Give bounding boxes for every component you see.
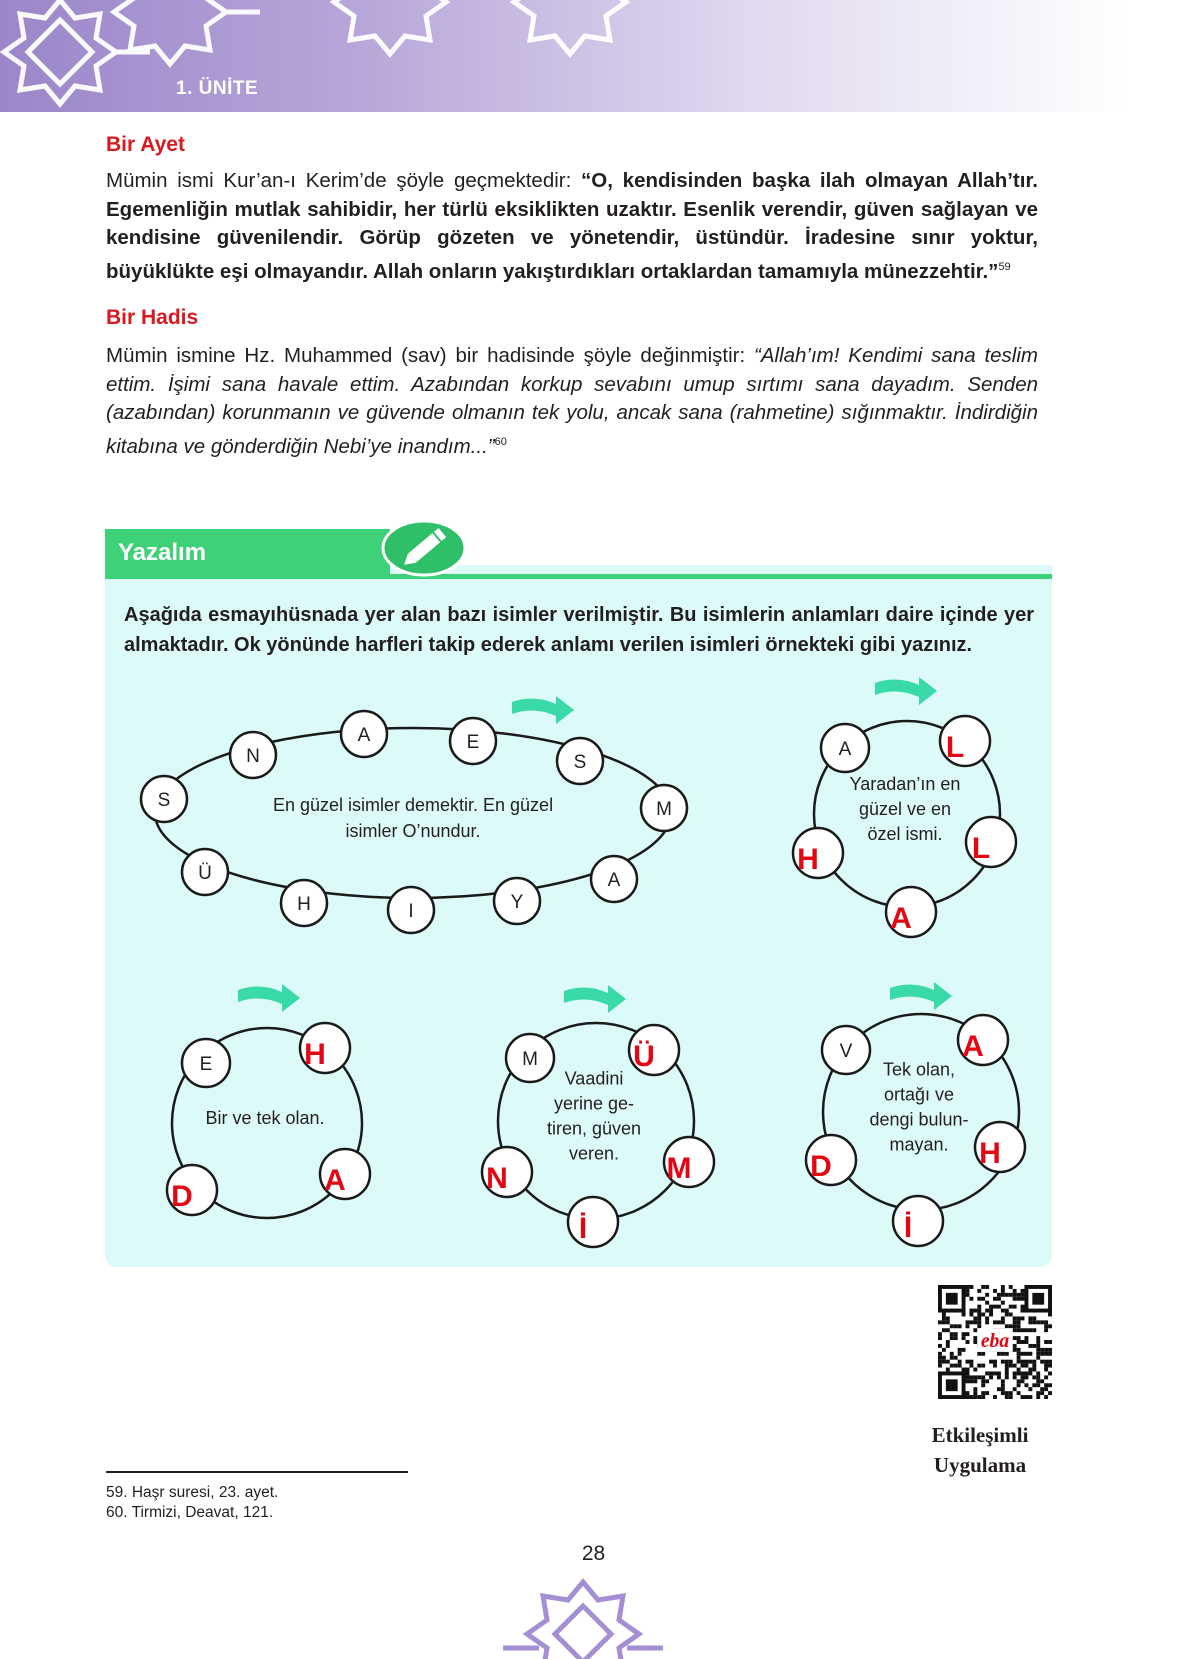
- puzzle-3-given-node: [822, 1026, 870, 1074]
- puzzle-2-answer-node-2: [568, 1197, 618, 1247]
- puzzle-1-arrow-icon: [238, 984, 300, 1012]
- puzzle-3-answer-node-1: [975, 1122, 1025, 1172]
- puzzle-2-answer-node-1: [664, 1137, 714, 1187]
- example-letter-node-4-letter: Y: [510, 892, 524, 913]
- puzzle-2-meaning-line-2: tiren, güven: [546, 1118, 642, 1139]
- example-letter-node-4: [494, 878, 540, 924]
- puzzle-0-answer-node-2-letter: A: [890, 902, 912, 935]
- example-letter-node-6: [281, 880, 327, 926]
- caption-line-2: Uygulama: [933, 1453, 1027, 1477]
- puzzle-1-answer-node-0-letter: H: [304, 1038, 326, 1071]
- example-letter-node-6-letter: H: [297, 894, 311, 915]
- puzzle-0-given-node-letter: A: [838, 739, 852, 760]
- example-letter-node-0-letter: E: [466, 732, 480, 753]
- puzzle-2-meaning-line-0: Vaadini: [564, 1068, 624, 1089]
- ayet-intro: Mümin ismi Kur’an-ı Kerim’de şöyle geçmektedir:: [106, 169, 582, 192]
- puzzle-3-answer-node-0-letter: A: [962, 1030, 984, 1063]
- page-number: 28: [581, 1542, 606, 1565]
- puzzle-2-answer-node-3-letter: N: [486, 1162, 508, 1195]
- bottom-star-ornament: [499, 1578, 667, 1659]
- puzzle-0-answer-node-3: [793, 828, 843, 878]
- puzzle-2-given-node: [506, 1034, 554, 1082]
- example-letter-node-5-letter: I: [408, 901, 414, 922]
- example-meaning-line-1: isimler O’nundur.: [345, 821, 481, 841]
- yazalim-title: Yazalım: [118, 539, 207, 566]
- puzzle-2-answer-node-0: [629, 1025, 679, 1075]
- puzzle-3-answer-node-2: [893, 1196, 943, 1246]
- hadis-footnote-ref: 60: [494, 435, 507, 448]
- footnote-59: 59. Haşr suresi, 23. ayet.: [106, 1484, 279, 1501]
- puzzle-0-answer-node-2: [886, 887, 936, 937]
- puzzle-0-answer-node-1: [966, 817, 1016, 867]
- puzzle-0-answer-node-3-letter: H: [797, 843, 819, 876]
- puzzle-3-answer-node-1-letter: H: [979, 1137, 1001, 1170]
- example-letter-node-10-letter: A: [357, 725, 371, 746]
- puzzle-0-answer-node-0: [940, 716, 990, 766]
- example-letter-node-10: [341, 711, 387, 757]
- puzzle-3-answer-node-3: [806, 1135, 856, 1185]
- caption-line-1: Etkileşimli: [931, 1423, 1029, 1447]
- puzzle-0-meaning-line-1: güzel ve en: [858, 799, 952, 819]
- puzzle-0-arrow-icon: [875, 677, 937, 705]
- puzzle-2-given-node-letter: M: [522, 1049, 538, 1070]
- puzzle-1-answer-node-2-letter: D: [171, 1180, 193, 1213]
- hadis-title: Bir Hadis: [106, 306, 199, 329]
- example-letter-node-2: [641, 785, 687, 831]
- example-letter-node-3: [591, 856, 637, 902]
- puzzle-2-answer-node-1-letter: M: [666, 1152, 692, 1185]
- puzzle-3-answer-node-2-letter: İ: [903, 1211, 913, 1244]
- example-letter-node-0: [450, 718, 496, 764]
- hadis-intro: Mümin ismine Hz. Muhammed (sav) bir hadisinde şöyle değinmiştir:: [106, 344, 755, 367]
- puzzle-3-arrow-icon: [890, 982, 952, 1010]
- example-arrow-icon: [512, 696, 574, 724]
- ayet-quote: “O, kendisinden başka ilah olmayan Allah’tır. Egemenliğin mutlak sahibidir, her türlü eksiklikten uzaktır. Esenlik verendir, güven sağlayan ve kendisine güvenilendir. Görüp gözeten ve yönetendir, üstündür. İradesine sınır yoktur, büyüklükte eşi olmayandır. Allah onların yakıştırdıkları ortaklardan tamamıyla münezzehtir.”: [106, 169, 1038, 283]
- yazalim-instructions: Aşağıda esmayıhüsnada yer alan bazı isimler verilmiştir. Bu isimlerin anlamları daire içinde yer almaktadır. Ok yönünde harfleri takip ederek anlamı verilen isimleri örnekteki gibi yazınız.: [124, 604, 1034, 656]
- example-letter-node-7: [182, 849, 228, 895]
- example-letter-node-9-letter: N: [246, 746, 260, 767]
- puzzle-1-given-node: [182, 1039, 230, 1087]
- ayet-title: Bir Ayet: [106, 133, 185, 156]
- interactive-app-caption: [900, 1420, 1060, 1480]
- example-letter-node-8-letter: S: [157, 790, 171, 811]
- qr-code[interactable]: [938, 1285, 1052, 1399]
- example-letter-node-1: [557, 738, 603, 784]
- puzzle-3-answer-node-3-letter: D: [810, 1150, 832, 1183]
- puzzle-0-meaning-line-0: Yaradan’ın en: [849, 774, 961, 794]
- hadis-quote: “Allah’ım! Kendimi sana teslim ettim. İşimi sana havale ettim. Azabından korkup sevabını umup sırtımı sana dayadım. Senden (azabından) korunmanın ve güvende olmanın tek yolu, ancak sana (rahmetine) sığınmaktır. İndirdiğin kitabına ve gönderdiğin Nebi’ye inandım...”: [106, 344, 1038, 458]
- puzzle-1-meaning-line-0: Bir ve tek olan.: [205, 1108, 325, 1128]
- example-letter-node-9: [230, 732, 276, 778]
- puzzle-3-meaning-line-0: Tek olan,: [882, 1059, 956, 1080]
- puzzle-2-meaning-line-3: veren.: [568, 1143, 620, 1164]
- puzzle-3-meaning-line-1: ortağı ve: [883, 1084, 955, 1105]
- puzzle-1-answer-node-2: [167, 1165, 217, 1215]
- example-letter-node-5: [388, 887, 434, 933]
- example-meaning-line-0: En güzel isimler demektir. En güzel: [272, 795, 554, 815]
- puzzle-2-answer-node-3: [482, 1147, 532, 1197]
- puzzle-2-answer-node-2-circle: [568, 1197, 618, 1247]
- puzzle-1-answer-node-1: [320, 1149, 370, 1199]
- footnote-60: 60. Tirmizi, Deavat, 121.: [106, 1504, 274, 1521]
- example-letter-node-3-letter: A: [607, 870, 621, 891]
- puzzle-2-meaning-line-1: yerine ge-: [553, 1093, 635, 1114]
- puzzle-0-given-node: [821, 724, 869, 772]
- puzzle-3-given-node-letter: V: [839, 1041, 853, 1062]
- example-letter-node-1-letter: S: [573, 752, 587, 773]
- puzzle-0-answer-node-0-letter: L: [945, 731, 965, 764]
- example-letter-node-8: [141, 776, 187, 822]
- example-letter-node-2-letter: M: [656, 799, 672, 820]
- puzzle-2-arrow-icon: [564, 985, 626, 1013]
- puzzle-2-answer-node-2-letter: İ: [578, 1212, 588, 1245]
- puzzle-3-meaning-line-2: dengi bulun-: [869, 1109, 969, 1130]
- footnote-divider: [106, 1471, 408, 1473]
- puzzle-2-answer-node-0-letter: Ü: [633, 1040, 655, 1073]
- example-letter-node-7-letter: Ü: [198, 863, 212, 884]
- ayet-footnote-ref: 59: [998, 260, 1011, 273]
- puzzle-0-meaning-line-2: özel ismi.: [867, 824, 943, 844]
- puzzle-3-meaning-line-3: mayan.: [889, 1134, 949, 1155]
- puzzle-0-answer-node-1-letter: L: [971, 832, 991, 865]
- unit-title: 1. ÜNİTE: [176, 78, 259, 99]
- puzzle-1-answer-node-1-letter: A: [324, 1164, 346, 1197]
- puzzle-3-answer-node-2-circle: [893, 1196, 943, 1246]
- qr-logo: eba: [980, 1330, 1010, 1353]
- puzzle-3-answer-node-0: [958, 1015, 1008, 1065]
- puzzle-1-given-node-letter: E: [199, 1054, 213, 1075]
- puzzle-1-answer-node-0: [300, 1023, 350, 1073]
